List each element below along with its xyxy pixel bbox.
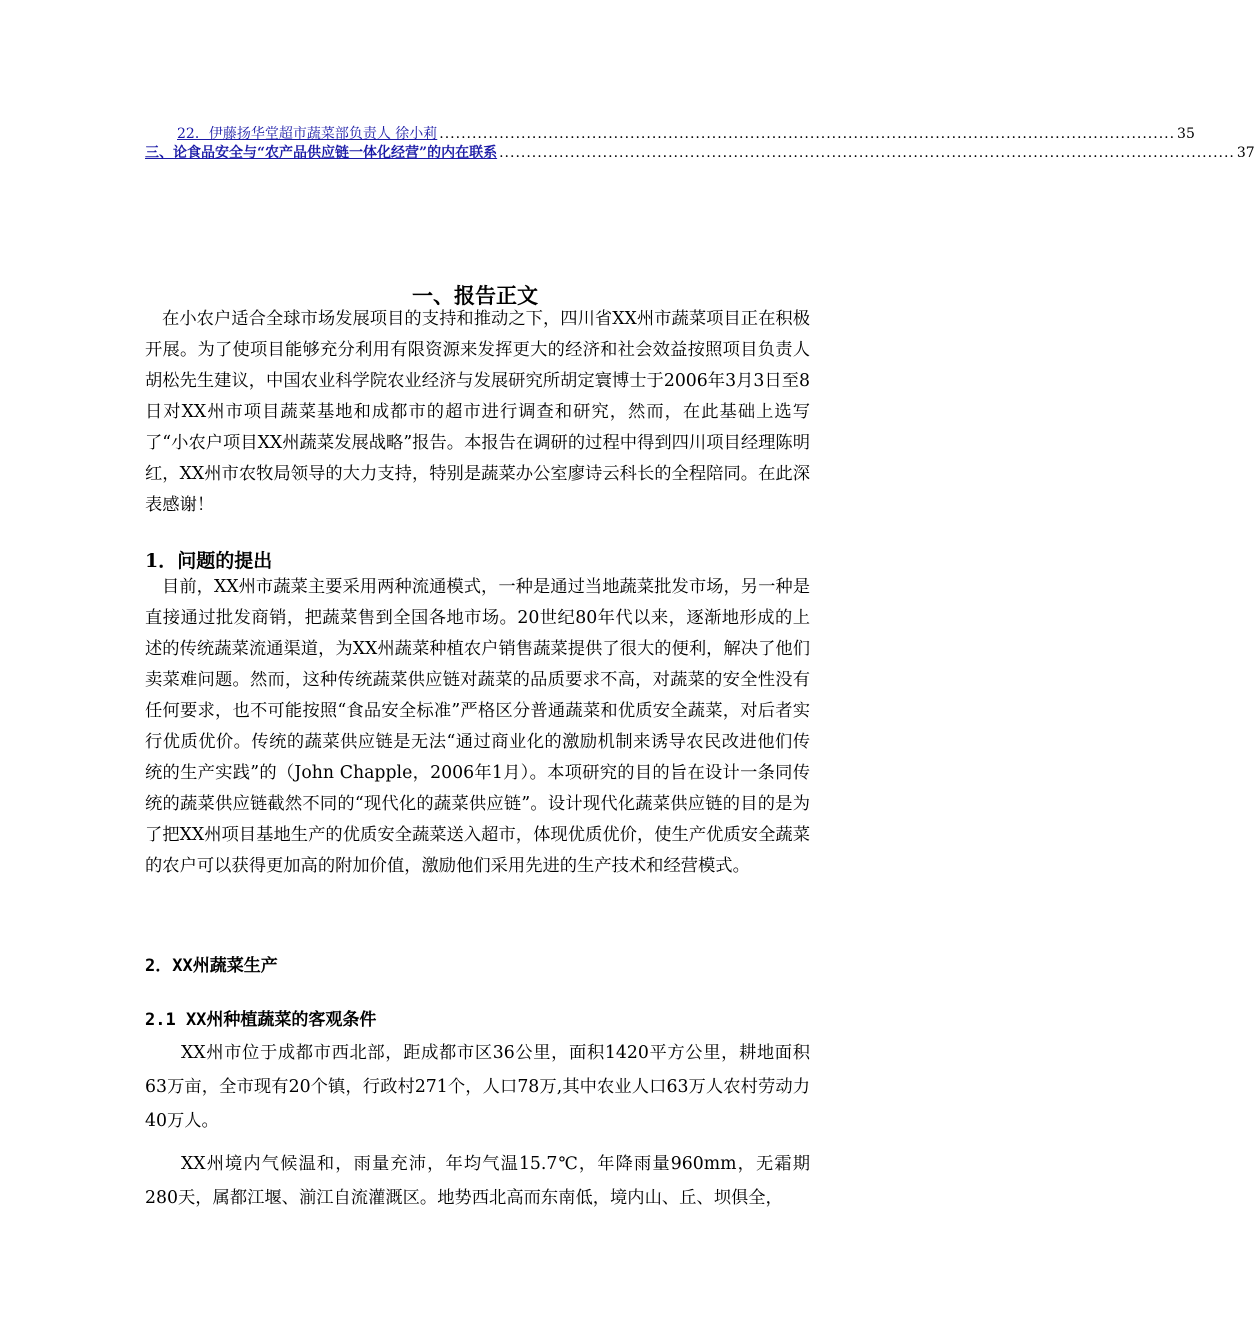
section-2-1-paragraph-2: XX州境内气候温和，雨量充沛，年均气温15.7℃，年降雨量960mm，无霜期280天，属都江堰、湔江自流灌溉区。地势西北高而东南低，境内山、丘、坝俱全， <box>145 1154 810 1208</box>
toc-leader-dots: ....................................................................................................................................... <box>499 145 1235 161</box>
intro-paragraph: 在小农户适合全球市场发展项目的支持和推动之下，四川省XX州市蔬菜项目正在积极开展。为了使项目能够充分利用有限资源来发挥更大的经济和社会效益按照项目负责人胡松先生建议，中国农业科学院农业经济与发展研究所胡定寰博士于2006年3月3日至8日对XX州市项目蔬菜基地和成都市的超市进行调查和研究，然而，在此基础上选写了“小农户项目XX州蔬菜发展战略”报告。本报告在调研的过程中得到四川项目经理陈明红，XX州市农牧局领导的大力支持，特别是蔬菜办公室廖诗云科长的全程陪同。在此深表感谢！ <box>145 309 810 515</box>
section-2-1-paragraph-1: XX州市位于成都市西北部，距成都市区36公里，面积1420平方公里，耕地面积63万亩，全市现有20个镇，行政村271个，人口78万,其中农业人口63万人农村劳动力40万人。 <box>145 1043 810 1131</box>
section-2-heading: 2．XX州蔬菜生产 <box>145 956 278 976</box>
toc-entry-22[interactable] <box>177 125 1195 143</box>
toc-page-number: 37 <box>1236 145 1255 161</box>
section-2-1-heading: 2.1 XX州种植蔬菜的客观条件 <box>145 1010 377 1030</box>
report-title: 一、报告正文 <box>412 283 538 308</box>
section-1-paragraph: 目前，XX州市蔬菜主要采用两种流通模式，一种是通过当地蔬菜批发市场，另一种是直接通过批发商销，把蔬菜售到全国各地市场。20世纪80年代以来，逐渐地形成的上述的传统蔬菜流通渠道，为XX州蔬菜种植农户销售蔬菜提供了很大的便利，解决了他们卖菜难问题。然而，这种传统蔬菜供应链对蔬菜的品质要求不高，对蔬菜的安全性没有任何要求，也不可能按照“食品安全标准”严格区分普通蔬菜和优质安全蔬菜，对后者实行优质优价。传统的蔬菜供应链是无法“通过商业化的激励机制来诱导农民改进他们传统的生产实践”的（John Chapple，2006年1月）。本项研究的目的旨在设计一条同传统的蔬菜供应链截然不同的“现代化的蔬菜供应链”。设计现代化蔬菜供应链的目的是为了把XX州项目基地生产的优质安全蔬菜送入超市，体现优质优价，使生产优质安全蔬菜的农户可以获得更加高的附加价值，激励他们采用先进的生产技术和经营模式。 <box>145 577 810 876</box>
toc-entry-link[interactable]: 三、论食品安全与“农产品供应链一体化经营”的内在联系 <box>145 145 498 161</box>
toc-entry-link[interactable]: 22．伊藤扬华堂超市蔬菜部负责人 徐小莉 <box>177 126 438 142</box>
toc-entry-section-3[interactable] <box>145 144 1255 162</box>
section-1-heading: 1．问题的提出 <box>145 550 273 572</box>
toc-leader-dots: ....................................................................................................................................... <box>439 126 1176 142</box>
toc-page-number: 35 <box>1177 126 1195 142</box>
